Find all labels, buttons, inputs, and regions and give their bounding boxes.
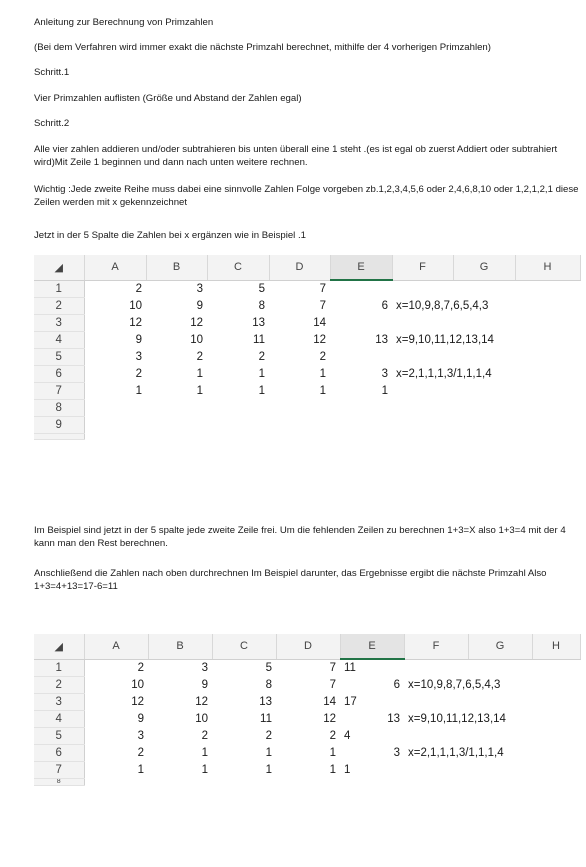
- table-row: [34, 659, 580, 676]
- cell[interactable]: 1: [196, 384, 203, 397]
- column-header-row: [34, 634, 580, 659]
- cell[interactable]: [404, 761, 468, 778]
- cell: [84, 433, 580, 439]
- cell[interactable]: [515, 314, 580, 331]
- column-header-h[interactable]: H: [532, 634, 580, 659]
- row-header: 8: [34, 778, 84, 785]
- table-row: [34, 693, 580, 710]
- cell[interactable]: [330, 399, 392, 416]
- cell[interactable]: x=9,10,11,12,13,14: [408, 712, 506, 725]
- cell[interactable]: 3: [393, 746, 400, 759]
- cell[interactable]: [453, 399, 515, 416]
- cell[interactable]: 6: [393, 678, 400, 691]
- cell[interactable]: 7: [319, 282, 326, 295]
- column-header-a[interactable]: A: [84, 255, 146, 280]
- spreadsheet-example-2: [34, 634, 581, 786]
- cell[interactable]: 1: [137, 763, 144, 776]
- cell[interactable]: 8: [265, 678, 272, 691]
- cell[interactable]: 1: [135, 384, 142, 397]
- cell[interactable]: [404, 727, 468, 744]
- cell[interactable]: [404, 693, 468, 710]
- row-header[interactable]: 7: [34, 761, 84, 778]
- cell[interactable]: 11: [260, 712, 272, 725]
- cell[interactable]: 2: [135, 282, 142, 295]
- cell[interactable]: 14: [323, 695, 336, 708]
- cell[interactable]: x=10,9,8,7,6,5,4,3: [396, 299, 489, 312]
- cell[interactable]: 1: [265, 763, 272, 776]
- cell[interactable]: 13: [252, 316, 265, 329]
- cell[interactable]: x=2,1,1,1,3/1,1,1,4: [408, 746, 504, 759]
- table-row: [34, 297, 580, 314]
- cell[interactable]: [515, 348, 580, 365]
- important-note: Wichtig :Jede zweite Reihe muss dabei eine sinnvolle Zahlen Folge vorgeben zb.1,2,3,4,5,6 oder 2,4,6,8,10 oder 1,2,1,2,1 diese Zeilen werden mit x gekennzeichnet: [34, 184, 579, 208]
- cell[interactable]: 2: [201, 729, 208, 742]
- cell[interactable]: 1: [201, 746, 208, 759]
- row-header[interactable]: 4: [34, 331, 84, 348]
- cell[interactable]: [392, 382, 453, 399]
- cell[interactable]: 3: [196, 282, 203, 295]
- cell[interactable]: [146, 399, 207, 416]
- table-row: [34, 416, 580, 433]
- step1-text: Vier Primzahlen auflisten (Größe und Abstand der Zahlen egal): [34, 93, 302, 104]
- cell[interactable]: 13: [259, 695, 272, 708]
- column-header-row: [34, 255, 580, 280]
- cell[interactable]: [207, 399, 269, 416]
- row-header[interactable]: 9: [34, 416, 84, 433]
- cell[interactable]: [453, 416, 515, 433]
- step2-heading: Schritt.2: [34, 118, 70, 129]
- table-row-cut: [34, 433, 580, 439]
- cell[interactable]: 14: [313, 316, 326, 329]
- row-header[interactable]: 6: [34, 744, 84, 761]
- cell[interactable]: 12: [313, 333, 326, 346]
- cell[interactable]: [453, 348, 515, 365]
- column-header-c[interactable]: C: [212, 634, 276, 659]
- cell[interactable]: [207, 416, 269, 433]
- cell[interactable]: [532, 710, 580, 727]
- column-header-b[interactable]: B: [148, 634, 212, 659]
- cell[interactable]: 7: [329, 678, 336, 691]
- doc-title: Anleitung zur Berechnung von Primzahlen: [34, 17, 214, 28]
- cell[interactable]: [330, 314, 392, 331]
- cell[interactable]: 11: [344, 662, 356, 674]
- intro-note: (Bei dem Verfahren wird immer exakt die nächste Primzahl berechnet, mithilfe der 4 vorherigen Primzahlen): [34, 42, 491, 53]
- table-row: [34, 280, 580, 297]
- cell[interactable]: [515, 280, 580, 297]
- cell[interactable]: x=9,10,11,12,13,14: [396, 333, 494, 346]
- cell[interactable]: 4: [344, 729, 351, 742]
- cell[interactable]: 10: [190, 333, 203, 346]
- cell[interactable]: [453, 314, 515, 331]
- cell[interactable]: 6: [381, 299, 388, 312]
- spreadsheet-example-1: [34, 255, 581, 440]
- cell[interactable]: 12: [190, 316, 203, 329]
- cell[interactable]: 8: [258, 299, 265, 312]
- cell[interactable]: 1: [381, 384, 388, 397]
- cell[interactable]: [468, 659, 532, 676]
- cell[interactable]: 5: [265, 661, 272, 674]
- cell[interactable]: 1: [201, 763, 208, 776]
- cell[interactable]: 3: [137, 729, 144, 742]
- column-header-f[interactable]: F: [392, 255, 453, 280]
- example-explanation: Im Beispiel sind jetzt in der 5 spalte jede zweite Zeile frei. Um die fehlenden Zeilen zu berechnen 1+3=X also 1+3=4 mit der 4 kann man den Rest berechnen.: [34, 525, 566, 549]
- row-header[interactable]: 4: [34, 710, 84, 727]
- cell[interactable]: [392, 416, 453, 433]
- cell[interactable]: [515, 382, 580, 399]
- cell[interactable]: [532, 727, 580, 744]
- cell[interactable]: 10: [195, 712, 208, 725]
- column-header-a[interactable]: A: [84, 634, 148, 659]
- cell[interactable]: [468, 727, 532, 744]
- cell[interactable]: [84, 416, 146, 433]
- cell[interactable]: [330, 280, 392, 297]
- cell[interactable]: [515, 365, 580, 382]
- cell[interactable]: [532, 744, 580, 761]
- cell[interactable]: 13: [387, 712, 400, 725]
- cell[interactable]: x=10,9,8,7,6,5,4,3: [408, 678, 501, 691]
- cell[interactable]: [269, 399, 330, 416]
- final-instruction: Anschließend die Zahlen nach oben durchrechnen Im Beispiel darunter, das Ergebnisse ergibt die nächste Primzahl Also 1+3=4+13=17-6=11: [34, 568, 547, 592]
- cell[interactable]: [532, 659, 580, 676]
- cell[interactable]: [392, 399, 453, 416]
- row-header[interactable]: 7: [34, 382, 84, 399]
- column-header-f[interactable]: F: [404, 634, 468, 659]
- cell[interactable]: [468, 693, 532, 710]
- cell[interactable]: 2: [329, 729, 336, 742]
- cell[interactable]: 12: [323, 712, 336, 725]
- cell[interactable]: [392, 348, 453, 365]
- cell[interactable]: 10: [129, 299, 142, 312]
- cell[interactable]: 1: [258, 367, 265, 380]
- cell[interactable]: 10: [131, 678, 144, 691]
- table-row: [34, 727, 580, 744]
- cell[interactable]: 3: [135, 350, 142, 363]
- row-header[interactable]: 6: [34, 365, 84, 382]
- cell[interactable]: [532, 693, 580, 710]
- select-all-corner-icon[interactable]: ◢: [34, 634, 84, 659]
- row-header[interactable]: 3: [34, 693, 84, 710]
- cell[interactable]: 1: [265, 746, 272, 759]
- cell[interactable]: 1: [319, 384, 326, 397]
- cell[interactable]: 1: [329, 746, 336, 759]
- cell[interactable]: 2: [319, 350, 326, 363]
- column-header-d[interactable]: D: [269, 255, 330, 280]
- cell[interactable]: 1: [196, 367, 203, 380]
- cell[interactable]: [515, 399, 580, 416]
- cell[interactable]: 2: [265, 729, 272, 742]
- cell[interactable]: [515, 297, 580, 314]
- cell[interactable]: 7: [319, 299, 326, 312]
- cell[interactable]: [515, 331, 580, 348]
- cell[interactable]: 9: [201, 678, 208, 691]
- table-row: [34, 710, 580, 727]
- column-header-e[interactable]: E: [340, 634, 404, 659]
- cell[interactable]: 3: [201, 661, 208, 674]
- row-header[interactable]: 1: [34, 659, 84, 676]
- cell[interactable]: [330, 416, 392, 433]
- step1-heading: Schritt.1: [34, 67, 70, 78]
- cell[interactable]: [532, 676, 580, 693]
- cell[interactable]: 9: [135, 333, 142, 346]
- column-header-g[interactable]: G: [468, 634, 532, 659]
- row-header: [34, 433, 84, 439]
- cell[interactable]: [146, 416, 207, 433]
- cell[interactable]: 13: [375, 333, 388, 346]
- cell[interactable]: 2: [135, 367, 142, 380]
- row-header[interactable]: 1: [34, 280, 84, 297]
- cell[interactable]: [269, 416, 330, 433]
- cell: [84, 778, 580, 785]
- row-header[interactable]: 5: [34, 727, 84, 744]
- step2-text: Alle vier zahlen addieren und/oder subtrahieren bis unten überall eine 1 steht .(es ist egal ob zuerst Addiert oder subtrahiert wird)Mit Zeile 1 beginnen und dann nach unten weitere rechnen.: [34, 144, 558, 168]
- cell[interactable]: 1: [258, 384, 265, 397]
- cell[interactable]: 12: [195, 695, 208, 708]
- cell[interactable]: 3: [381, 367, 388, 380]
- table-row: [34, 399, 580, 416]
- cell[interactable]: 1: [329, 763, 336, 776]
- cell[interactable]: 2: [196, 350, 203, 363]
- cell[interactable]: [468, 761, 532, 778]
- instruction-example: Jetzt in der 5 Spalte die Zahlen bei x ergänzen wie in Beispiel .1: [34, 230, 306, 241]
- cell[interactable]: 2: [258, 350, 265, 363]
- cell[interactable]: 5: [258, 282, 265, 295]
- select-all-corner-icon[interactable]: ◢: [34, 255, 84, 280]
- cell[interactable]: 2: [137, 661, 144, 674]
- cell[interactable]: [515, 416, 580, 433]
- cell[interactable]: x=2,1,1,1,3/1,1,1,4: [396, 367, 492, 380]
- column-header-d[interactable]: D: [276, 634, 340, 659]
- table-row: [34, 331, 580, 348]
- cell[interactable]: 9: [196, 299, 203, 312]
- cell[interactable]: 17: [344, 695, 357, 708]
- cell[interactable]: 2: [137, 746, 144, 759]
- cell[interactable]: 9: [137, 712, 144, 725]
- cell[interactable]: [392, 314, 453, 331]
- column-header-b[interactable]: B: [146, 255, 207, 280]
- column-header-e[interactable]: E: [330, 255, 392, 280]
- cell[interactable]: 1: [319, 367, 326, 380]
- cell[interactable]: 7: [329, 661, 336, 674]
- row-header[interactable]: 3: [34, 314, 84, 331]
- cell[interactable]: [330, 348, 392, 365]
- cell[interactable]: 12: [129, 316, 142, 329]
- column-header-c[interactable]: C: [207, 255, 269, 280]
- cell[interactable]: [453, 280, 515, 297]
- table-row: [34, 348, 580, 365]
- table-row: [34, 365, 580, 382]
- table-row: [34, 744, 580, 761]
- cell[interactable]: 12: [131, 695, 144, 708]
- row-header[interactable]: 2: [34, 676, 84, 693]
- cell[interactable]: [84, 399, 146, 416]
- row-header[interactable]: 5: [34, 348, 84, 365]
- cell[interactable]: 1: [344, 763, 351, 776]
- table-row-cut: [34, 778, 580, 785]
- row-header[interactable]: 8: [34, 399, 84, 416]
- table-row: [34, 676, 580, 693]
- column-header-g[interactable]: G: [453, 255, 515, 280]
- column-header-h[interactable]: H: [515, 255, 580, 280]
- table-row: [34, 314, 580, 331]
- cell[interactable]: [392, 280, 453, 297]
- row-header[interactable]: 2: [34, 297, 84, 314]
- cell[interactable]: [404, 659, 468, 676]
- table-row: [34, 382, 580, 399]
- table-row: [34, 761, 580, 778]
- cell[interactable]: [532, 761, 580, 778]
- cell[interactable]: 11: [253, 333, 265, 346]
- cell[interactable]: [453, 382, 515, 399]
